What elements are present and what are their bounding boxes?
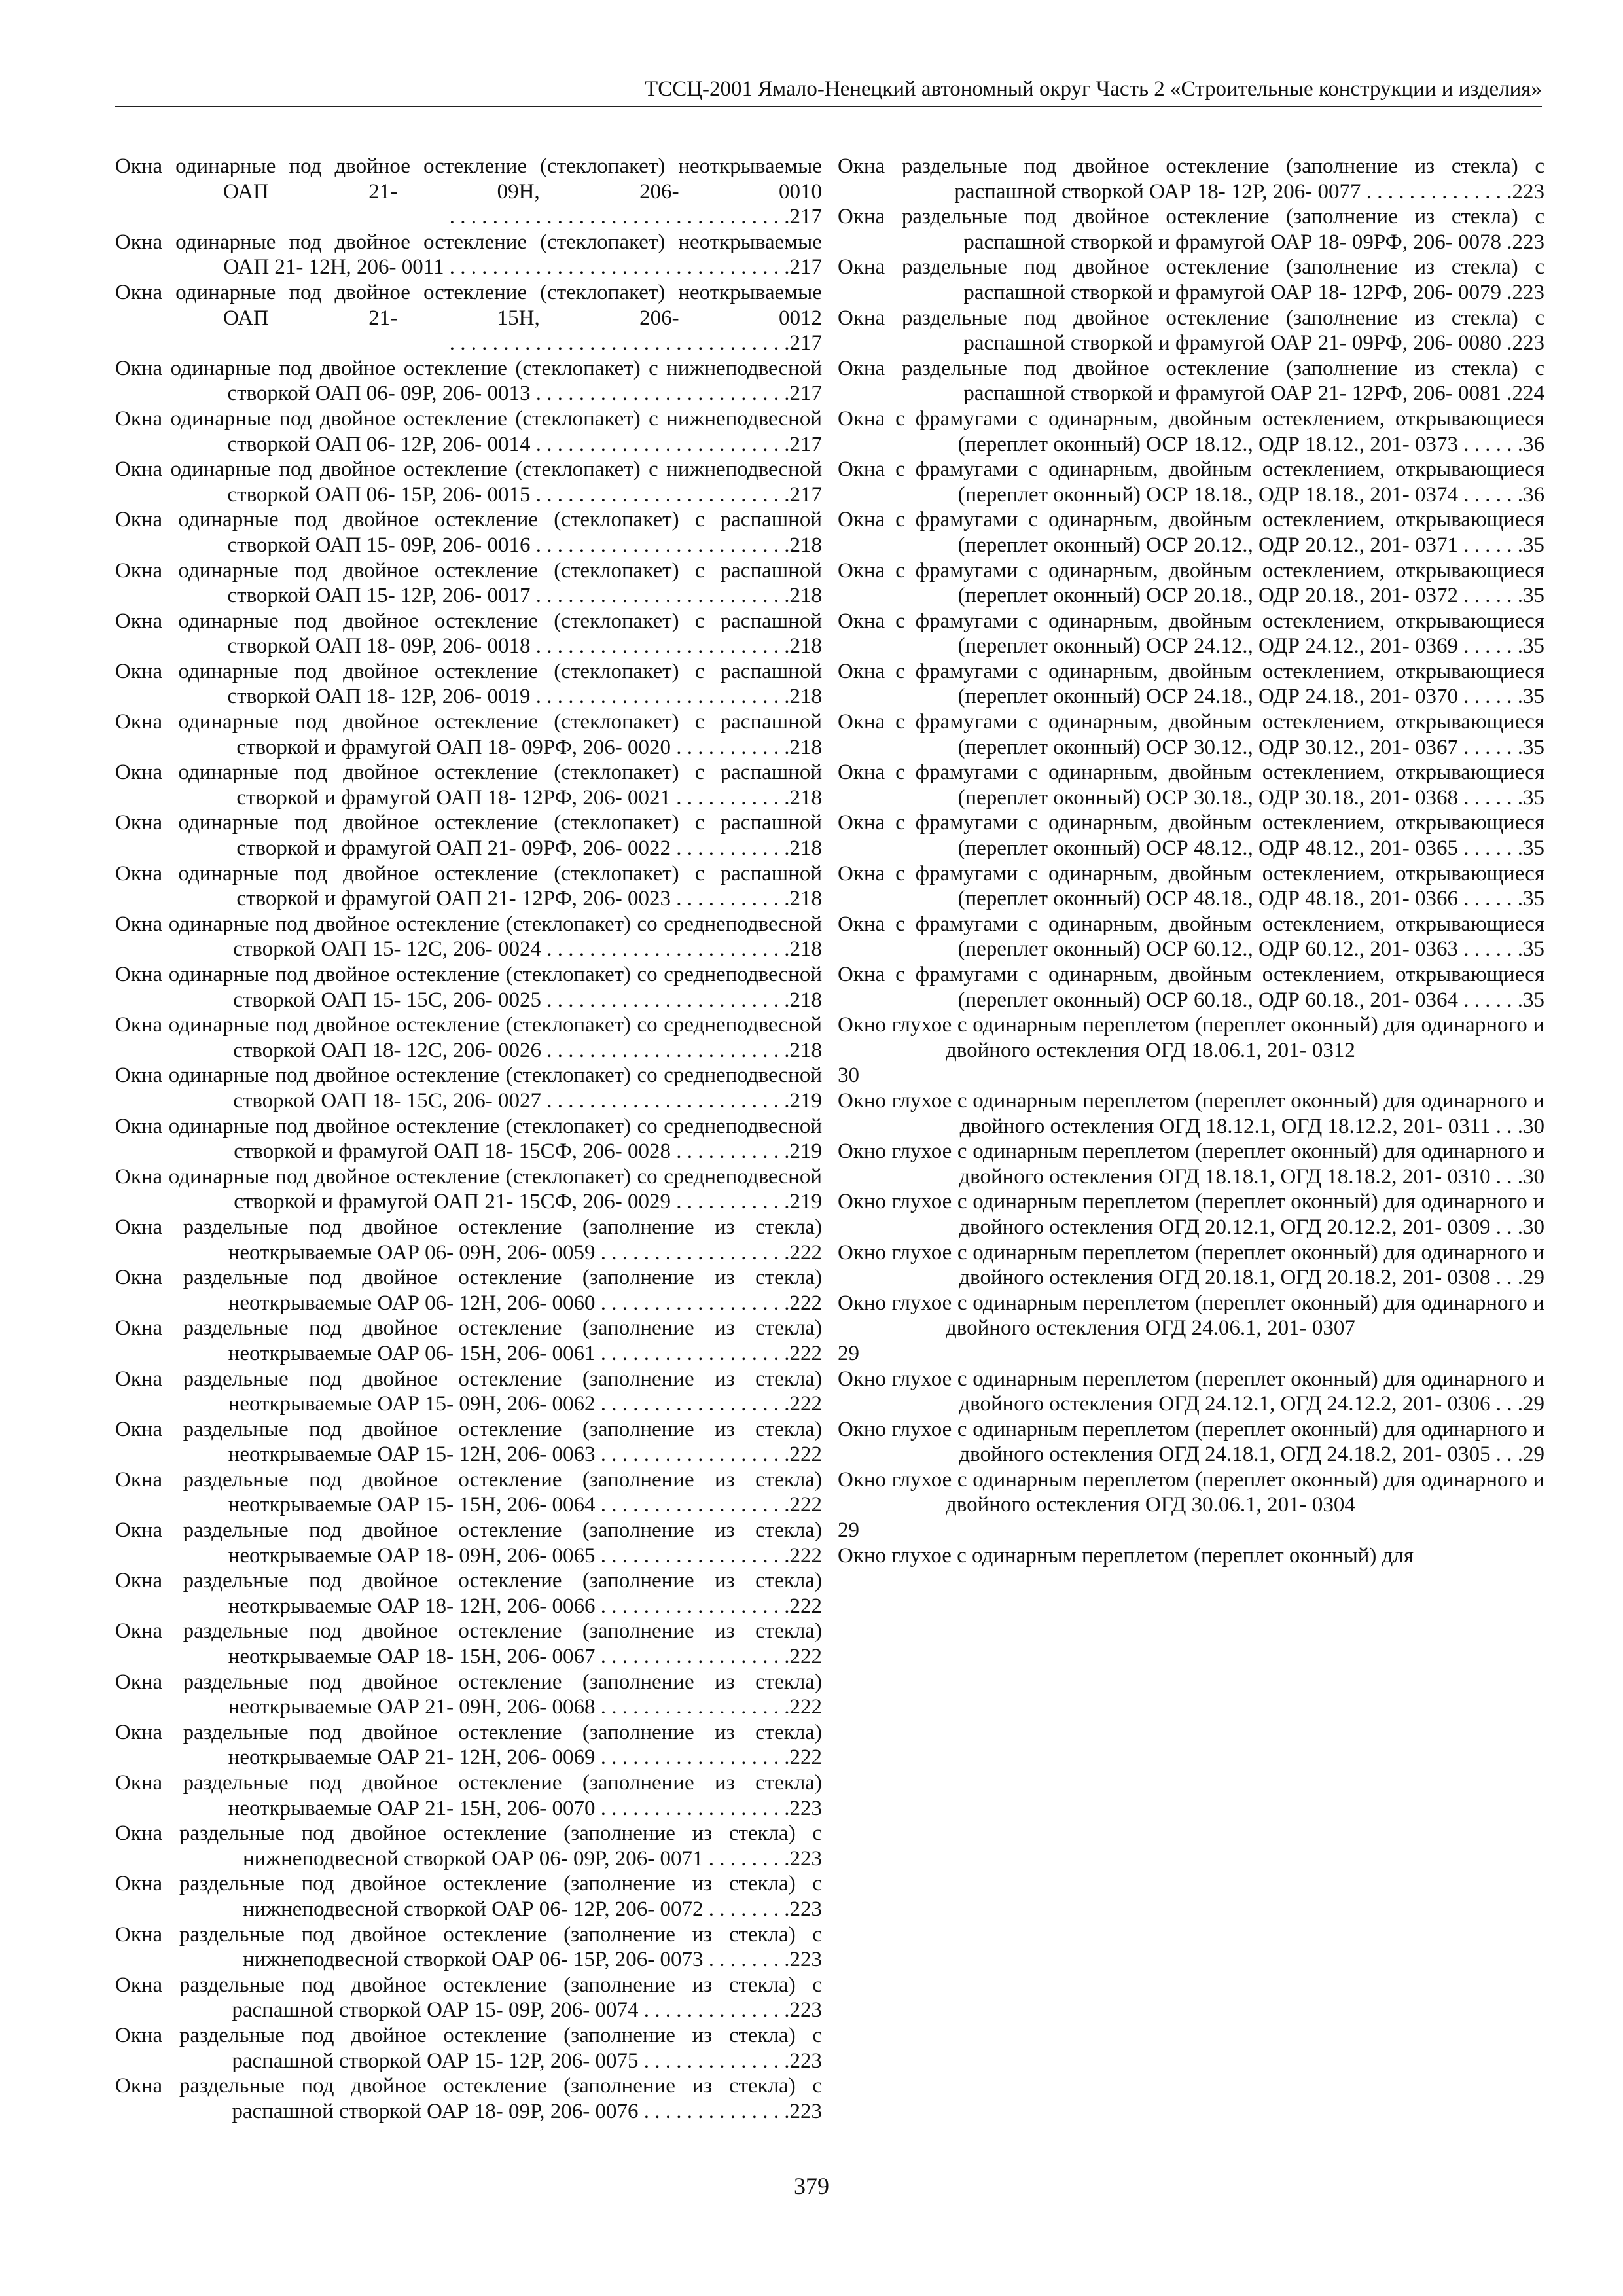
index-entry-page: 29: [838, 1341, 859, 1365]
index-entry-text: Окна раздельные под двойное остекление (заполнение из стекла) с нижнеподвесной створкой ОАР 06- 09Р, 206- 0071: [115, 1821, 822, 1871]
index-entry: [838, 810, 1544, 861]
index-entry: [838, 1189, 1544, 1240]
index-entry-text: Окна раздельные под двойное остекление (заполнение из стекла) с нижнеподвесной створкой ОАР 06- 15Р, 206- 0073: [115, 1922, 822, 1972]
index-entry-text: Окна одинарные под двойное остекление (стеклопакет) с нижнеподвесной створкой ОАП 06- 15Р, 206- 0015: [115, 457, 822, 507]
leader-dots: . . . . . . . .: [708, 1897, 790, 1921]
leader-dots: . . . . . .: [1463, 836, 1523, 861]
index-entry-text: Окна одинарные под двойное остекление (стеклопакет) с распашной створкой ОАП 18- 12Р, 206- 0019: [115, 659, 822, 709]
index-entry-page: 30: [838, 1064, 859, 1088]
index-entry-page: 218: [789, 785, 822, 810]
index-entry-text: Окна раздельные под двойное остекление (заполнение из стекла) с распашной створкой и фрамугой ОАР 21- 12РФ, 206- 0081: [838, 356, 1544, 406]
index-entry-text: Окно глухое с одинарным переплетом (переплет оконный) для одинарного и двойного остекления ОГД 30.06.1, 201- 0304: [838, 1467, 1544, 1517]
index-entry: [115, 1720, 822, 1770]
leader-dots: . . . . . .: [1463, 533, 1523, 557]
leader-dots: . . . . . .: [1463, 785, 1523, 810]
index-entry-text: Окна одинарные под двойное остекление (стеклопакет) с распашной створкой и фрамугой ОАП 18- 09РФ, 206- 0020: [115, 710, 822, 759]
index-entry-text: Окна с фрамугами с одинарным, двойным остеклением, открывающиеся (переплет оконный) ОСР 48.12., ОДР 48.12., 201- 0365: [838, 811, 1544, 861]
index-entry: [838, 760, 1544, 810]
index-entry-text: Окна одинарные под двойное остекление (стеклопакет) со среднеподвесной створкой и фрамугой ОАП 18- 15СФ, 206- 0028: [115, 1114, 822, 1164]
index-entry-page: 35: [1523, 887, 1544, 911]
index-entry-page: 223: [789, 1796, 822, 1820]
index-entry-page: 217: [789, 255, 822, 279]
index-entry: [115, 1114, 822, 1164]
index-entry-page: 35: [1523, 836, 1544, 861]
index-entry-page: 35: [1523, 685, 1544, 709]
index-entry: [115, 861, 822, 912]
index-entry-text: Окна одинарные под двойное остекление (стеклопакет) неоткрываемые ОАП 21- 15Н, 206- 0012: [115, 280, 822, 330]
leader-dots: . . . . . . . . . . .: [676, 836, 790, 861]
index-entry-text: Окна одинарные под двойное остекление (стеклопакет) с нижнеподвесной створкой ОАП 06- 12Р, 206- 0014: [115, 406, 822, 456]
leader-dots: . . . . . . . . . . .: [676, 735, 790, 759]
index-entry-text: Окна с фрамугами с одинарным, двойным остеклением, открывающиеся (переплет оконный) ОСР 48.18., ОДР 48.18., 201- 0366: [838, 861, 1544, 911]
index-entry-page: 223: [789, 2099, 822, 2123]
index-entry: [115, 1670, 822, 1720]
leader-dots: . . . . . . . . . . . . . . . . . .: [600, 1392, 790, 1416]
index-entry-page: 36: [1523, 432, 1544, 456]
index-entry-text: Окна одинарные под двойное остекление (стеклопакет) с распашной створкой и фрамугой ОАП 21- 09РФ, 206- 0022: [115, 811, 822, 861]
index-entry-text: Окна одинарные под двойное остекление (стеклопакет) со среднеподвесной створкой и фрамугой ОАП 21- 15СФ, 206- 0029: [115, 1164, 822, 1214]
index-entry: [115, 230, 822, 280]
index-entry: [838, 356, 1544, 406]
index-entry-page: 217: [789, 382, 822, 406]
index-entry-text: Окна раздельные под двойное остекление (заполнение из стекла) неоткрываемые ОАР 18- 12Н, 206- 0066: [115, 1569, 822, 1618]
index-entry: [115, 1316, 822, 1366]
index-entry: [115, 154, 822, 230]
leader-dots: . . .: [1495, 1164, 1523, 1189]
index-entry-text: Окна раздельные под двойное остекление (заполнение из стекла) неоткрываемые ОАР 21- 12Н, 206- 0069: [115, 1720, 822, 1770]
index-entry-page: 218: [789, 1038, 822, 1062]
index-entry-text: Окно глухое с одинарным переплетом (переплет оконный) для одинарного и двойного остекления ОГД 24.18.1, ОГД 24.18.2, 201- 0305: [838, 1417, 1544, 1467]
index-entry-page: 35: [1523, 988, 1544, 1012]
index-entry-page: 36: [1523, 482, 1544, 507]
index-entry-text: Окна одинарные под двойное остекление (стеклопакет) с нижнеподвесной створкой ОАП 06- 09Р, 206- 0013: [115, 356, 822, 406]
leader-dots: . . . . . . . . . . . . . . . . . .: [600, 1240, 790, 1265]
index-entry-page: 218: [789, 584, 822, 608]
index-entry-text: Окна раздельные под двойное остекление (заполнение из стекла) неоткрываемые ОАР 06- 12Н, 206- 0060: [115, 1266, 822, 1315]
index-entry-text: Окна раздельные под двойное остекление (заполнение из стекла) с распашной створкой ОАР 15- 09Р, 206- 0074: [115, 1973, 822, 2022]
index-entry-page: 35: [1523, 785, 1544, 810]
leader-dots: .: [1507, 280, 1512, 304]
index-entry-text: Окно глухое с одинарным переплетом (переплет оконный) для одинарного и двойного остекления ОГД 20.18.1, ОГД 20.18.2, 201- 0308: [838, 1240, 1544, 1290]
index-entry-text: Окна с фрамугами с одинарным, двойным остеклением, открывающиеся (переплет оконный) ОСР 30.18., ОДР 30.18., 201- 0368: [838, 761, 1544, 810]
index-entry-page: 218: [789, 937, 822, 961]
leader-dots: . . . . . . . . . . .: [676, 1190, 790, 1214]
leader-dots: . . .: [1495, 1114, 1523, 1138]
leader-dots: . . . . . . . . . . . . . . . . . . . . . . . .: [535, 533, 790, 557]
leader-dots: . . . . . . . . . . . . . . . . . .: [600, 1493, 790, 1517]
index-entry: [838, 1240, 1544, 1291]
index-entry-text: Окно глухое с одинарным переплетом (переплет оконный) для одинарного и двойного остекления ОГД 24.06.1, 201- 0307: [838, 1291, 1544, 1340]
index-entry: [115, 1922, 822, 1973]
leader-dots: . . . . . . . . . . . . . . . . . . . . . . .: [546, 937, 790, 961]
index-entry-page: 223: [789, 1846, 822, 1871]
leader-dots: . . . . . . . . . . . . . . . . . .: [600, 1341, 790, 1365]
index-entry-text: Окна с фрамугами с одинарным, двойным остеклением, открывающиеся (переплет оконный) ОСР 18.12., ОДР 18.12., 201- 0373: [838, 406, 1544, 456]
index-entry: [838, 406, 1544, 457]
leader-dots: . . . . . .: [1463, 937, 1523, 961]
index-entry-text: Окна с фрамугами с одинарным, двойным остеклением, открывающиеся (переплет оконный) ОСР 30.12., ОДР 30.12., 201- 0367: [838, 710, 1544, 759]
leader-dots: . . . . . .: [1463, 584, 1523, 608]
index-entry: [115, 356, 822, 406]
index-entry-page: 30: [1523, 1114, 1544, 1138]
index-entry: [838, 457, 1544, 507]
index-entry-page: 222: [789, 1543, 822, 1568]
index-entry: [115, 659, 822, 709]
leader-dots: . . . . . . . . . . . . . . . . . . . . . . . .: [535, 482, 790, 507]
index-entry-page: 35: [1523, 533, 1544, 557]
leader-dots: . . . . . . . . . . . . . . . . . .: [600, 1594, 790, 1618]
index-entry-text: Окна одинарные под двойное остекление (стеклопакет) со среднеподвесной створкой ОАП 18- 15С, 206- 0027: [115, 1064, 822, 1113]
index-entry-page: 30: [1523, 1164, 1544, 1189]
index-entry-page: 223: [789, 1948, 822, 1972]
index-entry: [838, 861, 1544, 912]
index-entry-page: 222: [789, 1291, 822, 1315]
index-entry-text: Окна раздельные под двойное остекление (заполнение из стекла) неоткрываемые ОАР 21- 15Н, 206- 0070: [115, 1771, 822, 1820]
index-entry: [115, 507, 822, 558]
index-entry-text: Окна с фрамугами с одинарным, двойным остеклением, открывающиеся (переплет оконный) ОСР 24.12., ОДР 24.12., 201- 0369: [838, 609, 1544, 658]
index-entry-page: 222: [789, 1240, 822, 1265]
index-entry-page: 218: [789, 988, 822, 1012]
leader-dots: . . . . . . . . . . . . . . . . . . . . . . . . . . . . . . . .: [449, 255, 790, 279]
leader-dots: . . . . . . . . . . . . . . . . . .: [600, 1645, 790, 1669]
leader-dots: . . . . . . . . . . . . . .: [643, 1998, 790, 2022]
leader-dots: . . . . . . . . . . .: [676, 887, 790, 911]
index-entry: [838, 255, 1544, 305]
leader-dots: . . . . . . . . . . . . . . . . . . . . . . .: [546, 988, 790, 1012]
index-entry-page: 217: [789, 432, 822, 456]
index-entry: [838, 709, 1544, 760]
header-title: ТССЦ-2001 Ямало-Ненецкий автономный округ Часть 2 «Строительные конструкции и изделия»: [645, 77, 1542, 101]
index-entry-page: 223: [789, 1998, 822, 2022]
leader-dots: . . . . . . . . . . . . . . . . . .: [600, 1543, 790, 1568]
index-entry-text: Окна раздельные под двойное остекление (заполнение из стекла) с распашной створкой ОАР 15- 12Р, 206- 0075: [115, 2023, 822, 2073]
index-entry: [838, 204, 1544, 255]
leader-dots: . . . . . . . . . . . . . . . . . .: [600, 1695, 790, 1719]
index-entry-page: 222: [789, 1746, 822, 1770]
index-entry-page: 223: [789, 2049, 822, 2073]
index-entry-text: Окна одинарные под двойное остекление (стеклопакет) с распашной створкой ОАП 18- 09Р, 206- 0018: [115, 609, 822, 658]
leader-dots: . . .: [1495, 1266, 1523, 1290]
index-entry-page: 219: [789, 1088, 822, 1113]
index-entry-page: 218: [789, 634, 822, 658]
leader-dots: . . . . . .: [1463, 685, 1523, 709]
index-entry: [115, 1164, 822, 1215]
index-entry-text: Окно глухое с одинарным переплетом (переплет оконный) для одинарного и двойного остекления ОГД 18.12.1, ОГД 18.12.2, 201- 0311: [838, 1088, 1544, 1138]
index-entry: [838, 912, 1544, 962]
index-entry-page: 224: [1512, 382, 1544, 406]
leader-dots: . . .: [1495, 1215, 1523, 1239]
index-entry-text: Окна раздельные под двойное остекление (заполнение из стекла) с распашной створкой ОАР 18- 12Р, 206- 0077: [838, 154, 1544, 204]
index-entry-text: Окно глухое с одинарным переплетом (переплет оконный) для одинарного и двойного остекления ОГД 18.18.1, ОГД 18.18.2, 201- 0310: [838, 1139, 1544, 1189]
leader-dots: . . . . . . . .: [708, 1846, 790, 1871]
index-entry-text: Окна одинарные под двойное остекление (стеклопакет) с распашной створкой ОАП 15- 12Р, 206- 0017: [115, 558, 822, 608]
index-entry: [115, 280, 822, 356]
leader-dots: . . . . . . . . . . . . . . . . . .: [600, 1443, 790, 1467]
index-entry-text: Окна раздельные под двойное остекление (заполнение из стекла) неоткрываемые ОАР 18- 15Н, 206- 0067: [115, 1619, 822, 1669]
index-entry-text: Окна одинарные под двойное остекление (стеклопакет) со среднеподвесной створкой ОАП 15- 15С, 206- 0025: [115, 963, 822, 1012]
index-entry-page: 218: [789, 887, 822, 911]
leader-dots: . . . . . . . . . . . . . . . . . . . . . . . .: [535, 382, 790, 406]
index-entry-page: 217: [789, 205, 822, 229]
leader-dots: . . . . . . . . . . . . . . . . . . . . . . . .: [535, 432, 790, 456]
index-entry: [838, 659, 1544, 709]
index-entry-text: Окна раздельные под двойное остекление (заполнение из стекла) с распашной створкой и фрамугой ОАР 18- 09РФ, 206- 0078: [838, 205, 1544, 254]
index-entry-text: Окно глухое с одинарным переплетом (переплет оконный) для одинарного и двойного остекления ОГД 24.12.1, ОГД 24.12.2, 201- 0306: [838, 1367, 1544, 1416]
index-entry-page: 222: [789, 1341, 822, 1365]
index-entry-page: 223: [1512, 230, 1544, 254]
index-entry: [115, 609, 822, 659]
index-entry: [115, 1467, 822, 1518]
index-entry: [838, 1367, 1544, 1417]
index-entry-page: 223: [1512, 179, 1544, 204]
leader-dots: . . .: [1495, 1443, 1523, 1467]
index-entry: [115, 406, 822, 457]
leader-dots: . . . . . .: [1463, 988, 1523, 1012]
leader-dots: . . . . . .: [1463, 887, 1523, 911]
index-entry-text: Окна одинарные под двойное остекление (стеклопакет) с распашной створкой ОАП 15- 09Р, 206- 0016: [115, 508, 822, 557]
leader-dots: . . . . . . . . . . .: [676, 1139, 790, 1164]
index-entry: [115, 1265, 822, 1316]
index-entry: [838, 154, 1544, 204]
index-entry-page: 35: [1523, 584, 1544, 608]
index-entry: [838, 1467, 1544, 1543]
index-entry-page: 217: [789, 331, 822, 355]
leader-dots: . . . . . . . . . . . . . . . . . . . . . . . . . . . . . . . .: [449, 205, 790, 229]
leader-dots: . . . . . .: [1463, 432, 1523, 456]
index-entry: [838, 1543, 1544, 1569]
index-entry-page: 222: [789, 1392, 822, 1416]
index-entry-text: Окно глухое с одинарным переплетом (переплет оконный) для: [838, 1543, 1414, 1568]
index-entry-page: 218: [789, 836, 822, 861]
leader-dots: . . . . . . . . . . . . . . . . . .: [600, 1746, 790, 1770]
index-entry: [838, 1417, 1544, 1467]
index-entry-text: Окна одинарные под двойное остекление (стеклопакет) с распашной створкой и фрамугой ОАП 18- 12РФ, 206- 0021: [115, 761, 822, 810]
leader-dots: . . . . . . . . . . . . . . . . . . . . . . .: [546, 1038, 790, 1062]
index-entry: [115, 760, 822, 810]
index-column-left: [115, 154, 822, 2124]
index-entry-text: Окна одинарные под двойное остекление (стеклопакет) со среднеподвесной створкой ОАП 15- 12С, 206- 0024: [115, 912, 822, 961]
leader-dots: . . . . . . . . . . .: [676, 785, 790, 810]
index-entry-page: 222: [789, 1493, 822, 1517]
index-entry-text: Окна раздельные под двойное остекление (заполнение из стекла) неоткрываемые ОАР 15- 12Н, 206- 0063: [115, 1417, 822, 1467]
index-entry-page: 222: [789, 1594, 822, 1618]
index-entry-text: Окна с фрамугами с одинарным, двойным остеклением, открывающиеся (переплет оконный) ОСР 24.18., ОДР 24.18., 201- 0370: [838, 659, 1544, 709]
index-entry-page: 29: [1523, 1266, 1544, 1290]
index-entry-text: Окна раздельные под двойное остекление (заполнение из стекла) неоткрываемые ОАР 06- 09Н, 206- 0059: [115, 1215, 822, 1265]
index-entry-page: 222: [789, 1645, 822, 1669]
index-entry: [115, 962, 822, 1013]
index-entry: [838, 1013, 1544, 1088]
leader-dots: . . . . . .: [1463, 634, 1523, 658]
index-entry: [838, 609, 1544, 659]
index-entry: [115, 1215, 822, 1265]
leader-dots: . . . . . . . . . . . . . .: [1366, 179, 1512, 204]
index-entry: [115, 709, 822, 760]
leader-dots: . . . . . .: [1463, 482, 1523, 507]
index-entry-page: 29: [1523, 1392, 1544, 1416]
index-entry: [115, 1063, 822, 1113]
index-entry-page: 219: [789, 1139, 822, 1164]
leader-dots: .: [1507, 331, 1512, 355]
index-entry-text: Окна одинарные под двойное остекление (стеклопакет) неоткрываемые ОАП 21- 09Н, 206- 0010: [115, 154, 822, 204]
leader-dots: . . . . . . . . . . . . . . . . . . . . . . . .: [535, 685, 790, 709]
index-entry-page: 218: [789, 735, 822, 759]
leader-dots: . . . . . . . . . . . . . . . . . . . . . . . .: [535, 634, 790, 658]
index-entry-text: Окна с фрамугами с одинарным, двойным остеклением, открывающиеся (переплет оконный) ОСР 18.18., ОДР 18.18., 201- 0374: [838, 457, 1544, 507]
index-entry-text: Окна раздельные под двойное остекление (заполнение из стекла) неоткрываемые ОАР 21- 09Н, 206- 0068: [115, 1670, 822, 1719]
index-entry-page: 29: [1523, 1443, 1544, 1467]
index-entry-page: 219: [789, 1190, 822, 1214]
index-entry-page: 35: [1523, 735, 1544, 759]
index-entry-page: 217: [789, 482, 822, 507]
index-entry-page: 223: [1512, 280, 1544, 304]
index-entry-page: 218: [789, 533, 822, 557]
leader-dots: . . . . . . . . . . . . . .: [643, 2049, 790, 2073]
index-entry-text: Окна одинарные под двойное остекление (стеклопакет) с распашной створкой и фрамугой ОАП 21- 12РФ, 206- 0023: [115, 861, 822, 911]
index-entry: [838, 558, 1544, 609]
index-entry: [115, 457, 822, 507]
index-entry: [115, 1770, 822, 1821]
index-entry-page: 218: [789, 685, 822, 709]
index-column-right: [838, 154, 1544, 1568]
index-entry: [115, 912, 822, 962]
page-number: 379: [794, 2173, 829, 2199]
index-entry-page: 30: [1523, 1215, 1544, 1239]
leader-dots: . . . . . . . . . . . . . . . . . .: [600, 1796, 790, 1820]
leader-dots: . . .: [1495, 1392, 1523, 1416]
index-entry-text: Окна раздельные под двойное остекление (заполнение из стекла) неоткрываемые ОАР 15- 09Н, 206- 0062: [115, 1367, 822, 1416]
index-entry: [115, 2023, 822, 2073]
index-entry-text: Окно глухое с одинарным переплетом (переплет оконный) для одинарного и двойного остекления ОГД 20.12.1, ОГД 20.12.2, 201- 0309: [838, 1190, 1544, 1239]
index-entry-text: Окна одинарные под двойное остекление (стеклопакет) неоткрываемые ОАП 21- 12Н, 206- 0011: [115, 230, 822, 279]
index-entry: [115, 1013, 822, 1063]
index-entry: [115, 1367, 822, 1417]
index-entry: [115, 1821, 822, 1871]
leader-dots: . . . . . .: [1463, 735, 1523, 759]
index-entry-text: Окна раздельные под двойное остекление (заполнение из стекла) с распашной створкой ОАР 18- 09Р, 206- 0076: [115, 2074, 822, 2123]
index-entry-page: 223: [789, 1897, 822, 1921]
index-entry: [115, 1417, 822, 1467]
index-entry-text: Окна одинарные под двойное остекление (стеклопакет) со среднеподвесной створкой ОАП 18- 12С, 206- 0026: [115, 1013, 822, 1062]
index-entry: [115, 1518, 822, 1568]
index-entry: [115, 1871, 822, 1922]
index-entry-text: Окна раздельные под двойное остекление (заполнение из стекла) неоткрываемые ОАР 06- 15Н, 206- 0061: [115, 1316, 822, 1365]
index-entry: [838, 1291, 1544, 1367]
index-entry-text: Окна раздельные под двойное остекление (заполнение из стекла) неоткрываемые ОАР 15- 15Н, 206- 0064: [115, 1467, 822, 1517]
index-entry: [838, 507, 1544, 558]
index-entry: [115, 810, 822, 861]
index-entry: [115, 1619, 822, 1669]
leader-dots: . . . . . . . . . . . . . . . . . .: [600, 1291, 790, 1315]
index-entry-page: 222: [789, 1695, 822, 1719]
index-entry: [838, 1088, 1544, 1139]
leader-dots: . . . . . . . . . . . . . . . . . . . . . . . .: [535, 584, 790, 608]
index-entry-page: 223: [1512, 331, 1544, 355]
index-entry: [115, 558, 822, 609]
index-entry: [838, 306, 1544, 356]
index-entry-text: Окна с фрамугами с одинарным, двойным остеклением, открывающиеся (переплет оконный) ОСР 60.12., ОДР 60.12., 201- 0363: [838, 912, 1544, 961]
index-entry-text: Окна с фрамугами с одинарным, двойным остеклением, открывающиеся (переплет оконный) ОСР 20.18., ОДР 20.18., 201- 0372: [838, 558, 1544, 608]
leader-dots: . . . . . . . . . . . . . . . . . . . . . . . . . . . . . . . .: [449, 331, 790, 355]
index-entry-text: Окна с фрамугами с одинарным, двойным остеклением, открывающиеся (переплет оконный) ОСР 60.18., ОДР 60.18., 201- 0364: [838, 963, 1544, 1012]
index-entry-text: Окна с фрамугами с одинарным, двойным остеклением, открывающиеся (переплет оконный) ОСР 20.12., ОДР 20.12., 201- 0371: [838, 508, 1544, 557]
index-entry-page: 222: [789, 1443, 822, 1467]
index-entry: [838, 962, 1544, 1013]
index-entry-page: 29: [838, 1518, 859, 1543]
leader-dots: . . . . . . . .: [708, 1948, 790, 1972]
index-entry-text: Окна раздельные под двойное остекление (заполнение из стекла) неоткрываемые ОАР 18- 09Н, 206- 0065: [115, 1518, 822, 1568]
index-entry: [115, 1973, 822, 2023]
page-header: [115, 73, 1542, 107]
index-entry-text: Окна раздельные под двойное остекление (заполнение из стекла) с распашной створкой и фрамугой ОАР 21- 09РФ, 206- 0080: [838, 306, 1544, 355]
index-entry-page: 35: [1523, 937, 1544, 961]
leader-dots: . . . . . . . . . . . . . .: [643, 2099, 790, 2123]
leader-dots: . . . . . . . . . . . . . . . . . . . . . . .: [546, 1088, 790, 1113]
index-entry-text: Окно глухое с одинарным переплетом (переплет оконный) для одинарного и двойного остекления ОГД 18.06.1, 201- 0312: [838, 1013, 1544, 1062]
index-entry-text: Окна раздельные под двойное остекление (заполнение из стекла) с нижнеподвесной створкой ОАР 06- 12Р, 206- 0072: [115, 1872, 822, 1921]
index-entry-page: 35: [1523, 634, 1544, 658]
index-entry: [115, 2073, 822, 2124]
index-entry: [115, 1568, 822, 1619]
leader-dots: .: [1507, 230, 1512, 254]
leader-dots: .: [1507, 382, 1512, 406]
index-entry: [838, 1139, 1544, 1189]
index-entry-text: Окна раздельные под двойное остекление (заполнение из стекла) с распашной створкой и фрамугой ОАР 18- 12РФ, 206- 0079: [838, 255, 1544, 304]
